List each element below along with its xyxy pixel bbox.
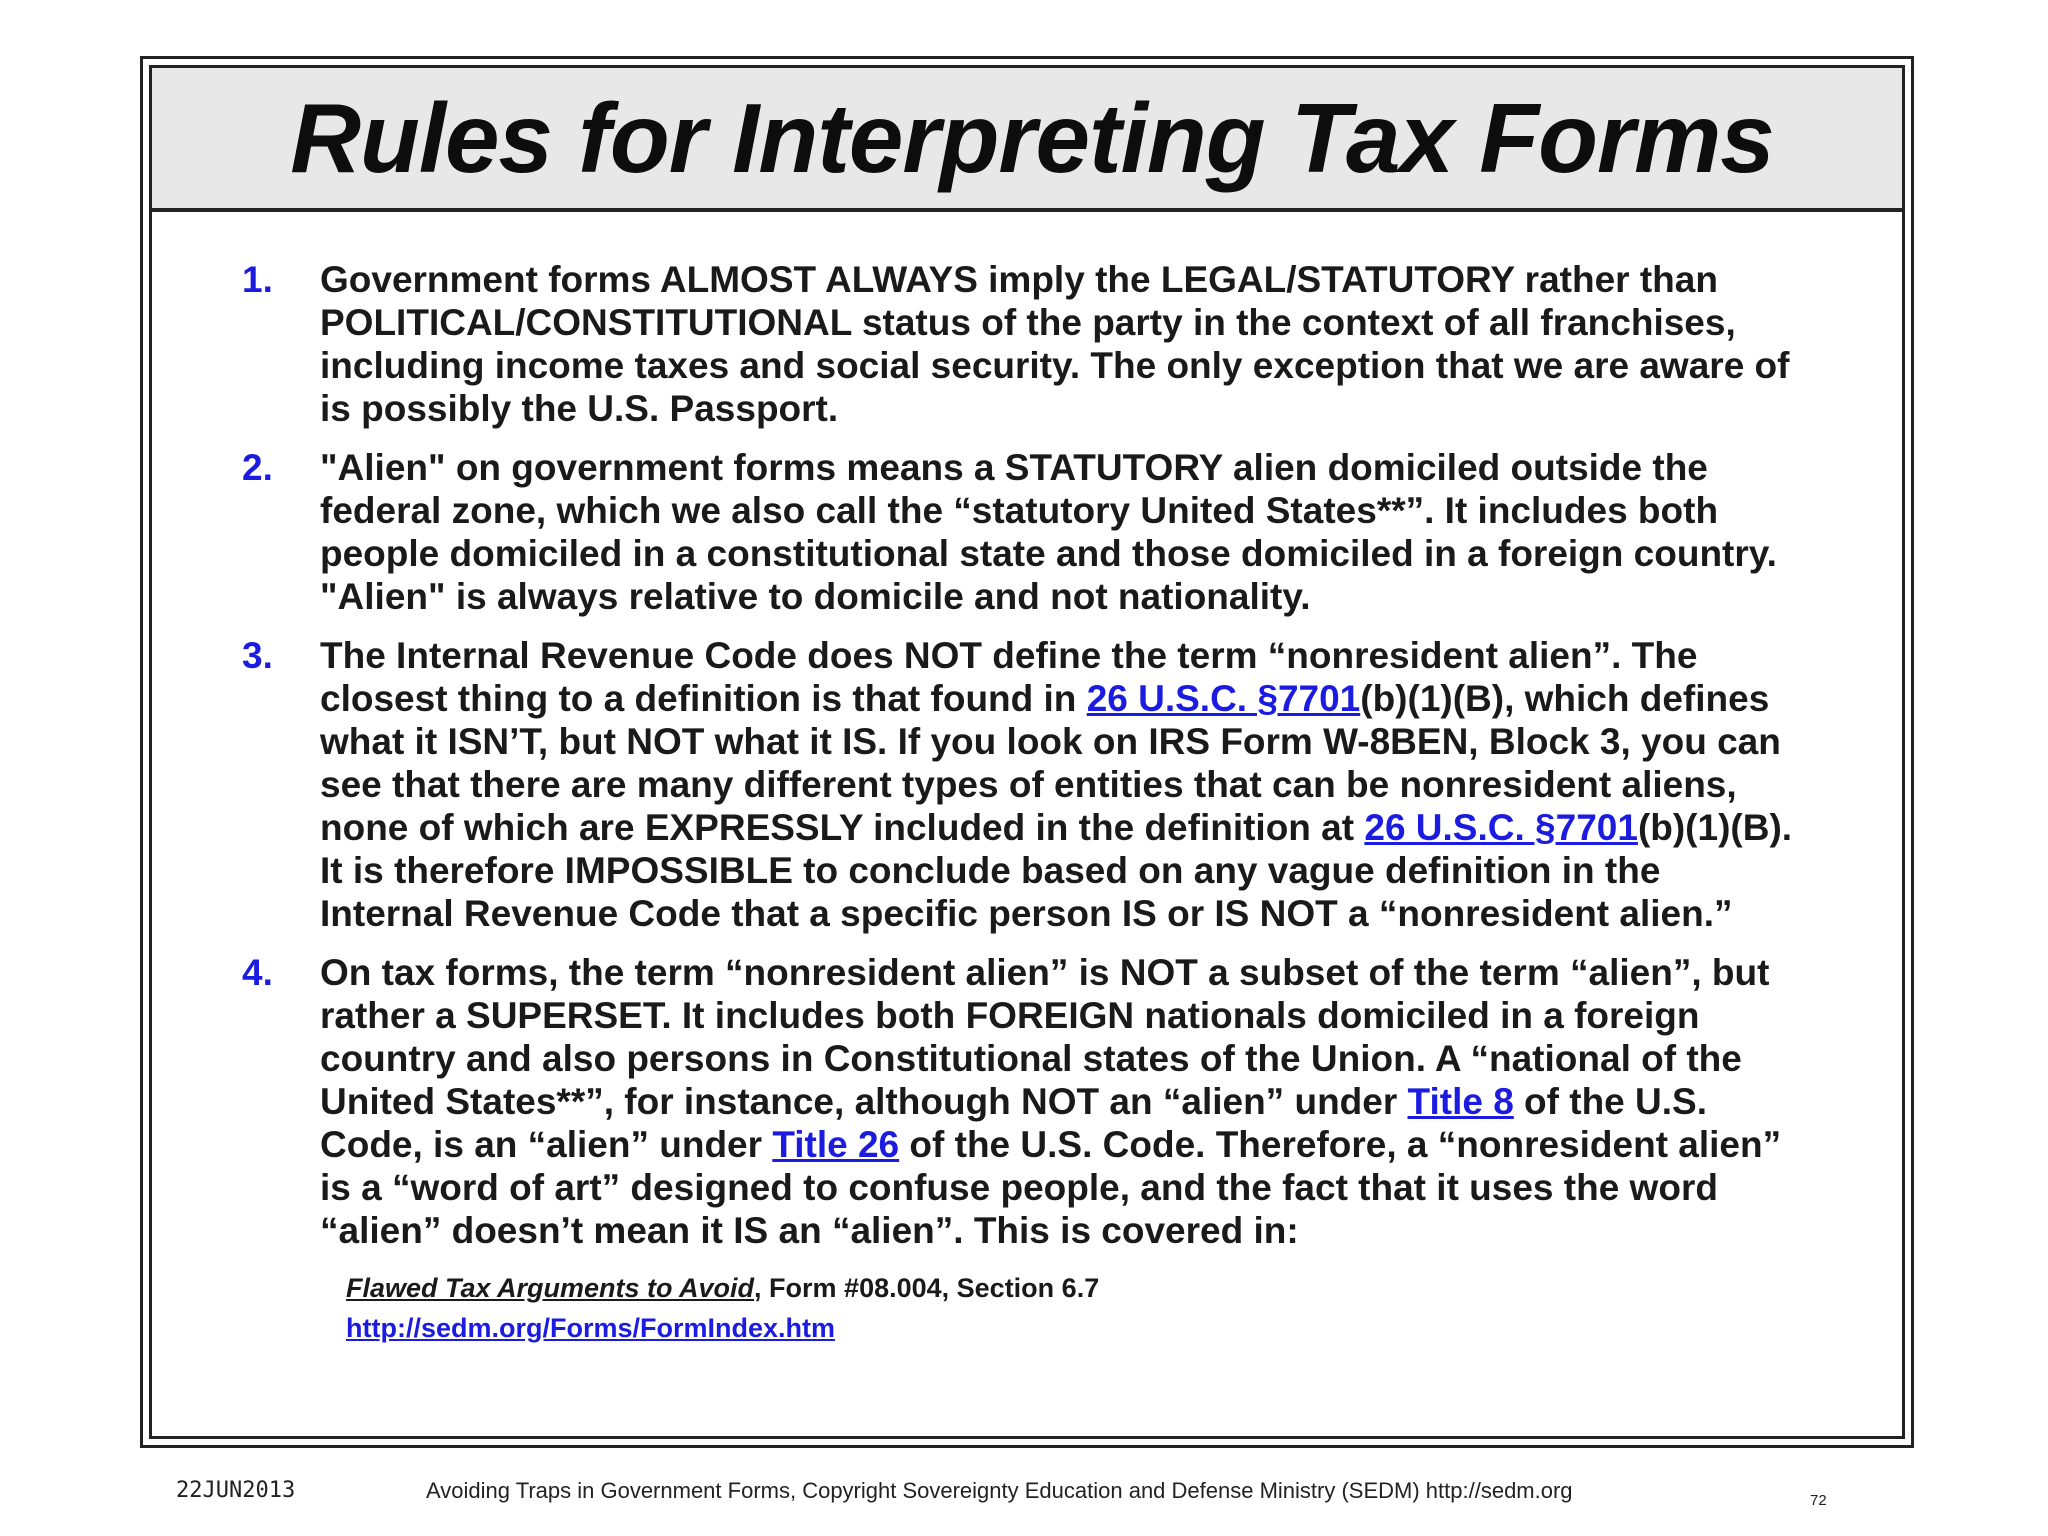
- title-bar: [152, 68, 1902, 212]
- rule-text-part: of the U.S. Code. Therefore, a “nonresident alien” is a “word of art” designed to confuse people, and the fact that it uses the word “alien” doesn’t mean it IS an “alien”. This is covered in:: [320, 1124, 1782, 1251]
- reference-title: Flawed Tax Arguments to Avoid: [346, 1273, 755, 1303]
- rules-list: [242, 258, 1802, 1348]
- rule-text-part: The Internal Revenue Code does NOT define the term “nonresident alien”. The closest thing to a definition is that found in: [320, 635, 1698, 719]
- rule-number: 3.: [242, 635, 273, 676]
- rule-text: [320, 634, 1802, 935]
- rule-item-4: [242, 951, 1802, 1252]
- page-number: 72: [1810, 1492, 1827, 1509]
- footer-date: 22JUN2013: [176, 1478, 296, 1503]
- rule-text-part: of the U.S. Code, is an “alien” under: [320, 1081, 1708, 1165]
- form-index-link[interactable]: http://sedm.org/Forms/FormIndex.htm: [346, 1313, 836, 1343]
- rule-text: "Alien" on government forms means a STATUTORY alien domiciled outside the federal zone, which we also call the “statutory United States**”. It includes both people domiciled in a constitutional state and those domiciled in a foreign country. "Alien" is always relative to domicile and not nationality.: [320, 447, 1777, 617]
- reference-url-line: [346, 1308, 1802, 1348]
- slide-frame: [140, 56, 1914, 1448]
- reference-citation: [346, 1268, 1802, 1308]
- title-8-link[interactable]: Title 8: [1407, 1081, 1514, 1122]
- reference-detail: , Form #08.004, Section 6.7: [754, 1273, 1100, 1303]
- references: [242, 1268, 1802, 1348]
- rule-text-part: (b)(1)(B). It is therefore IMPOSSIBLE to conclude based on any vague definition in the Internal Revenue Code that a specific person IS or IS NOT a “nonresident alien.”: [320, 807, 1793, 934]
- slide-inner: [149, 65, 1905, 1439]
- rule-number: 2.: [242, 447, 273, 488]
- rule-text-part: On tax forms, the term “nonresident alien” is NOT a subset of the term “alien”, but rather a SUPERSET. It includes both FOREIGN nationals domiciled in a foreign country and also persons in Constitutional states of the Union. A “national of the United States**”, for instance, although NOT an “alien” under: [320, 952, 1770, 1122]
- page-title: Rules for Interpreting Tax Forms: [290, 83, 1774, 193]
- usc-7701-link[interactable]: 26 U.S.C. §7701: [1086, 678, 1361, 719]
- rule-item-2: [242, 446, 1802, 618]
- rule-number: 1.: [242, 259, 273, 300]
- rule-item-3: [242, 634, 1802, 935]
- rule-number: 4.: [242, 952, 273, 993]
- rule-text-part: (b)(1)(B), which defines what it ISN’T, but NOT what it IS. If you look on IRS Form W-8BEN, Block 3, you can see that there are many different types of entities that can be nonresident aliens, none of which are EXPRESSLY included in the definition at: [320, 678, 1781, 848]
- title-26-link[interactable]: Title 26: [772, 1124, 900, 1165]
- rule-item-1: [242, 258, 1802, 430]
- footer-copyright: Avoiding Traps in Government Forms, Copyright Sovereignty Education and Defense Ministry (SEDM) http://sedm.org: [426, 1478, 1573, 1503]
- rule-text: Government forms ALMOST ALWAYS imply the LEGAL/STATUTORY rather than POLITICAL/CONSTITUTIONAL status of the party in the context of all franchises, including income taxes and social security. The only exception that we are aware of is possibly the U.S. Passport.: [320, 259, 1790, 429]
- usc-7701-link[interactable]: 26 U.S.C. §7701: [1364, 807, 1638, 848]
- rule-text: [320, 951, 1802, 1252]
